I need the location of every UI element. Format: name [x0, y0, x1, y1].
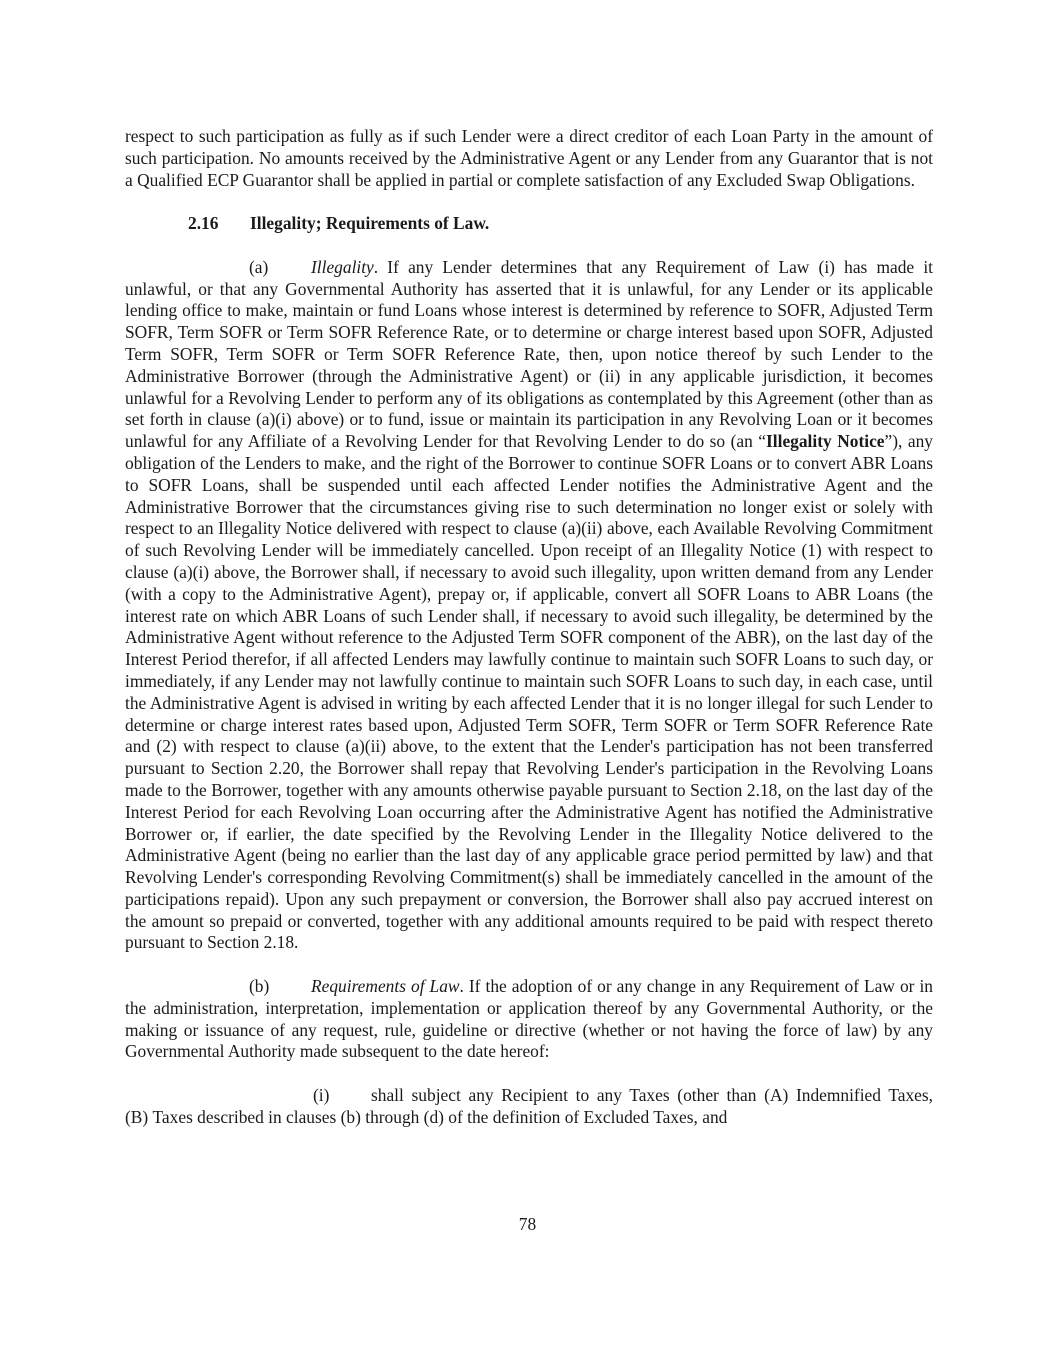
clause-a-illegality [125, 257, 933, 955]
clause-b-requirements-of-law [125, 976, 933, 1063]
continued-paragraph: respect to such participation as fully as if such Lender were a direct creditor of each Loan Party in the amount of such participation. No amounts received by the Administrative Agent or any Lender from any Guarantor that is not a Qualified ECP Guarantor shall be applied in partial or complete satisfaction of any Excluded Swap Obligations. [125, 126, 933, 190]
section-heading [125, 213, 933, 235]
subclause-i-text: shall subject any Recipient to any Taxes (other than (A) Indemnified Taxes, (B) Taxes described in clauses (b) through (d) of the definition of Excluded Taxes, and [125, 1085, 933, 1127]
clause-a-text-2: ”), any obligation of the Lenders to make, and the right of the Borrower to continue SOFR Loans or to convert ABR Loans to SOFR Loans, shall be suspended until each affected Lender notifies the Administrative Agent and the Administrative Borrower that the circumstances giving rise to such determination no longer exist or solely with respect to an Illegality Notice delivered with respect to clause (a)(ii) above, each Available Revolving Commitment of such Revolving Lender will be immediately cancelled. Upon receipt of an Illegality Notice (1) with respect to clause (a)(i) above, the Borrower shall, if necessary to avoid such illegality, upon written demand from any Lender (with a copy to the Administrative Agent), prepay or, if applicable, convert all SOFR Loans to ABR Loans (the interest rate on which ABR Loans of such Lender shall, if necessary to avoid such illegality, be determined by the Administrative Agent without reference to the Adjusted Term SOFR component of the ABR), on the last day of the Interest Period therefor, if all affected Lenders may lawfully continue to maintain such SOFR Loans to such day, or immediately, if any Lender may not lawfully continue to maintain such SOFR Loans to such day, in each case, until the Administrative Agent is advised in writing by each affected Lender that it is no longer illegal for such Lender to determine or charge interest rates based upon, Adjusted Term SOFR, Term SOFR or Term SOFR Reference Rate and (2) with respect to clause (a)(ii) above, to the extent that the Lender's participation has not been transferred pursuant to Section 2.20, the Borrower shall repay that Revolving Lender's participation in the Revolving Loans made to the Borrower, together with any amounts otherwise payable pursuant to Section 2.18, on the last day of the Interest Period for each Revolving Loan occurring after the Administrative Agent has notified the Administrative Borrower or, if earlier, the date specified by the Revolving Lender in the Illegality Notice delivered to the Administrative Agent (being no earlier than the last day of any applicable grace period permitted by law) and that Revolving Lender's corresponding Revolving Commitment(s) shall be immediately cancelled in the amount of the participations repaid). Upon any such prepayment or conversion, the Borrower shall also pay accrued interest on the amount so prepaid or converted, together with any additional amounts required to be paid with respect thereto pursuant to Section 2.18. [125, 431, 933, 953]
clause-b-label: (b) [249, 976, 270, 997]
subclause-i-label: (i) [313, 1085, 330, 1106]
section-number: 2.16 [188, 213, 219, 234]
clause-b-text: . If the adoption of or any change in any Requirement of Law or in the administration, interpretation, implementation or application thereof by any Governmental Authority, or the making or issuance of any request, rule, guideline or directive (whether or not having the force of law) by any Governmental Authority made subsequent to the date hereof: [125, 976, 933, 1062]
page-number: 78 [518, 1214, 537, 1234]
defined-term-illegality-notice: Illegality Notice [766, 431, 885, 452]
clause-a-text-1: . If any Lender determines that any Requirement of Law (i) has made it unlawful, or that any Governmental Authority has asserted that it is unlawful, for any Lender or its applicable lending office to make, maintain or fund Loans whose interest is determined by reference to SOFR, Adjusted Term SOFR, Term SOFR or Term SOFR Reference Rate, or to determine or charge interest based upon SOFR, Adjusted Term SOFR, Term SOFR or Term SOFR Reference Rate, then, upon notice thereof by such Lender to the Administrative Borrower (through the Administrative Agent) or (ii) in any applicable jurisdiction, it becomes unlawful for a Revolving Lender to perform any of its obligations as contemplated by this Agreement (other than as set forth in clause (a)(i) above) or to fund, issue or maintain its participation in any Revolving Loan or it becomes unlawful for any Affiliate of a Revolving Lender for that Revolving Lender to do so (an “ [125, 256, 933, 452]
subclause-i [125, 1085, 933, 1129]
section-title: Illegality; Requirements of Law. [250, 213, 490, 234]
clause-b-heading: Requirements of Law [311, 976, 460, 997]
page-body [125, 126, 933, 1129]
clause-a-label: (a) [249, 256, 269, 277]
clause-a-heading: Illegality [311, 256, 374, 277]
